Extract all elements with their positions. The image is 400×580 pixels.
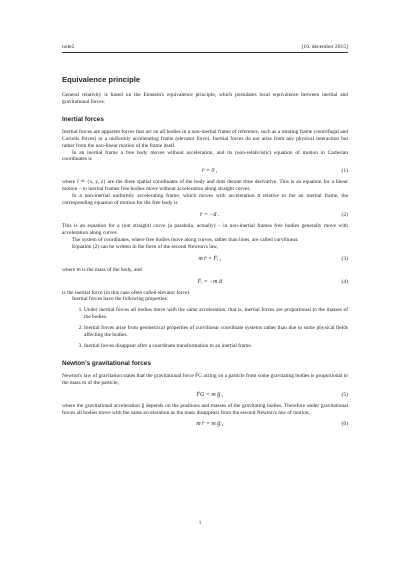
equation-expression: m r̈ = m g̅ ,	[196, 421, 224, 428]
section-heading-inertial: Inertial forces	[62, 115, 104, 123]
equation-5	[62, 391, 348, 399]
paragraph: is the inertial force (in this case often called elevator force).	[62, 289, 191, 296]
equation-expression: F̄G = m g̅ ,	[196, 391, 224, 398]
paragraph: This is an equation for a (not straight) curve (a parabola, actually) – in non-inertial frames free bodies generally move with acceleration along curves.	[62, 222, 348, 236]
equation-3	[62, 255, 348, 263]
page-number: 1	[198, 520, 202, 526]
header-left: note2	[62, 44, 75, 50]
equation-expression: r̈ = −a̅ .	[200, 211, 220, 218]
paragraph: where m is the mass of the body, and	[62, 266, 142, 273]
equation-number: (4)	[341, 278, 348, 285]
paragraph: Inertial forces have the following properties:	[72, 296, 169, 303]
paragraph: In an inertial frame a free body moves without acceleration, and its (non-relativistic) equation of motion in Cartesian coordinates is	[62, 149, 348, 163]
page-title: Equivalence principle	[62, 75, 141, 84]
equation-expression: m r̈ = F̄ᵢ ,	[198, 255, 222, 262]
list-item: 3. Inertial forces disappear after a coordinate transformation to an inertial frame.	[84, 343, 348, 350]
list-item: 1. Under inertial forces all bodies move with the same acceleration, that is, inertial forces are proportional to the masses of the bodies.	[84, 307, 348, 321]
equation-4	[62, 278, 348, 286]
equation-number: (5)	[341, 391, 348, 398]
paragraph: The system of coordinates, where free bodies move along curves, rather than lines, are called curvilinear.	[72, 236, 299, 243]
equation-expression: F̄ᵢ = −m a̅	[197, 278, 222, 285]
section-heading-newton: Newton's gravitational forces	[62, 359, 151, 367]
equation-1	[62, 167, 348, 175]
paragraph: Newton's law of gravitation states that the gravitational force F̄G acting on a particle from some gravitating bodies is proportional to the mass m of the particle,	[62, 372, 348, 386]
paragraph: Equation (2) can be written in the form of the second Newton's law,	[72, 243, 218, 250]
list-item: 2. Inertial forces arise from geometrical properties of curvilinear coordinate systems rather than due to some physical fields affecting the bodies.	[84, 325, 348, 339]
equation-number: (6)	[341, 421, 348, 428]
equation-number: (3)	[341, 255, 348, 262]
running-header	[62, 44, 348, 53]
paragraph: Inertial forces are apparent forces that act on all bodies in a non-inertial frame of reference, such as a rotating frame (centrifugal and Coriolis forces) or a uniformly accelerating frame (elevator force). Inertial forces do not arise from any physical interaction but rather from the non-linear motion of the frame itself.	[62, 128, 348, 149]
equation-6	[62, 420, 348, 428]
equation-2	[62, 211, 348, 219]
equation-number: (1)	[341, 168, 348, 175]
equation-expression: r̈ = 0 ,	[202, 168, 218, 175]
intro-paragraph: General relativity is based on the Einstein's equivalence principle, which postulates local equivalence between inertial and gravitational forces.	[62, 92, 348, 105]
header-right: [16. december 2015]	[301, 44, 348, 50]
paragraph: where the gravitational acceleration g̅ depends on the positions and masses of the gravitating bodies. Therefore under gravitational forces all bodies move with the same acceleration as the mass disappears from the second Newton's law of motion,	[62, 402, 348, 416]
equation-number: (2)	[341, 211, 348, 218]
paragraph: In a non-inertial uniformly accelerating frame, which moves with acceleration a̅ relative to the an inertial frame, the corresponding equation of motion for the free body is	[62, 193, 348, 207]
paragraph: where r̄ ≐ {x, y, z} are the three spatial coordinates of the body and dots denote time derivative. This is an equation for a linear motion – in inertial frames free bodies move without acceleration along straight curves.	[62, 179, 348, 193]
properties-list	[62, 307, 348, 350]
